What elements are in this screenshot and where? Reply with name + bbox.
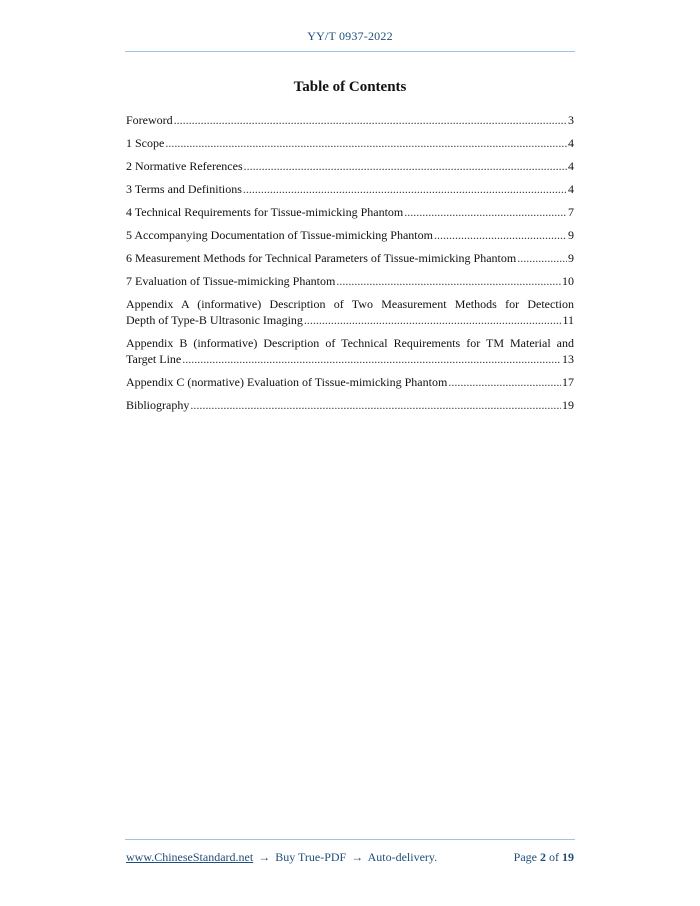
dot-leader — [174, 112, 567, 128]
buy-true-pdf-text: Buy True-PDF — [275, 850, 347, 864]
toc-page-number: 3 — [568, 113, 574, 127]
toc-page-number: 4 — [568, 182, 574, 196]
toc-entry-title: 5 Accompanying Documentation of Tissue-mimicking Phantom — [126, 228, 433, 242]
toc-page-number: 7 — [568, 205, 574, 219]
toc-entry-title: 4 Technical Requirements for Tissue-mimicking Phantom — [126, 205, 404, 219]
page-footer — [126, 850, 574, 865]
current-page-number: 2 — [540, 850, 546, 864]
toc-entry-technical-requirements[interactable] — [126, 204, 574, 220]
toc-page-number: 9 — [568, 251, 574, 265]
page-label: Page — [513, 850, 537, 864]
total-pages-number: 19 — [562, 850, 574, 864]
toc-page-number: 4 — [568, 136, 574, 150]
toc-entry-title: 7 Evaluation of Tissue-mimicking Phantom — [126, 274, 336, 288]
toc-entry-measurement-methods[interactable] — [126, 250, 574, 266]
toc-entry-title: 6 Measurement Methods for Technical Parameters of Tissue-mimicking Phantom — [126, 251, 517, 265]
toc-entry-title-line1: Appendix A (informative) Description of Two Measurement Methods for Detection — [126, 297, 574, 311]
toc-entry-foreword[interactable] — [126, 112, 574, 128]
toc-entry-scope[interactable] — [126, 135, 574, 151]
dot-leader — [190, 397, 561, 413]
toc-entry-title: Appendix C (normative) Evaluation of Tissue-mimicking Phantom — [126, 375, 448, 389]
toc-entry-title-line1: Appendix B (informative) Description of Technical Requirements for TM Material and — [126, 336, 574, 350]
of-label: of — [549, 850, 559, 864]
website-link[interactable]: www.ChineseStandard.net — [126, 850, 254, 864]
toc-entry-terms-definitions[interactable] — [126, 181, 574, 197]
dot-leader — [244, 158, 567, 174]
dot-leader — [336, 273, 561, 289]
toc-entry-title-line2: Target Line — [126, 352, 182, 366]
toc-entry-evaluation[interactable] — [126, 273, 574, 289]
toc-entry-bibliography[interactable] — [126, 397, 574, 413]
arrow-right-icon: → — [258, 850, 271, 864]
header-divider — [125, 51, 575, 52]
auto-delivery-text: Auto-delivery. — [367, 850, 438, 864]
dot-leader — [165, 135, 567, 151]
toc-entry-appendix-a[interactable] — [126, 296, 574, 328]
toc-page-number: 11 — [562, 313, 574, 327]
toc-page-number: 9 — [568, 228, 574, 242]
toc-entry-normative-references[interactable] — [126, 158, 574, 174]
toc-entry-title: Bibliography — [126, 398, 190, 412]
page-indicator — [514, 850, 574, 865]
toc-entry-title: 1 Scope — [126, 136, 165, 150]
toc-entry-title: 2 Normative References — [126, 159, 243, 173]
dot-leader — [404, 204, 567, 220]
footer-promo — [126, 850, 437, 865]
footer-divider — [125, 839, 575, 840]
toc-page-number: 19 — [562, 398, 574, 412]
dot-leader — [243, 181, 567, 197]
dot-leader — [434, 227, 567, 243]
toc-entry-appendix-b[interactable] — [126, 335, 574, 367]
table-of-contents — [126, 112, 574, 420]
toc-entry-title-line2: Depth of Type-B Ultrasonic Imaging — [126, 313, 303, 327]
dot-leader — [517, 250, 567, 266]
toc-entry-accompanying-documentation[interactable] — [126, 227, 574, 243]
dot-leader — [304, 312, 562, 328]
toc-page-number: 13 — [562, 352, 574, 366]
toc-entry-title: 3 Terms and Definitions — [126, 182, 242, 196]
toc-entry-title: Foreword — [126, 113, 173, 127]
toc-page-number: 10 — [562, 274, 574, 288]
dot-leader — [448, 374, 561, 390]
arrow-right-icon: → — [351, 850, 364, 864]
document-code-header: YY/T 0937-2022 — [307, 29, 393, 43]
toc-entry-appendix-c[interactable] — [126, 374, 574, 390]
toc-page-number: 4 — [568, 159, 574, 173]
dot-leader — [182, 351, 561, 367]
toc-title: Table of Contents — [293, 79, 407, 95]
toc-page-number: 17 — [562, 375, 574, 389]
